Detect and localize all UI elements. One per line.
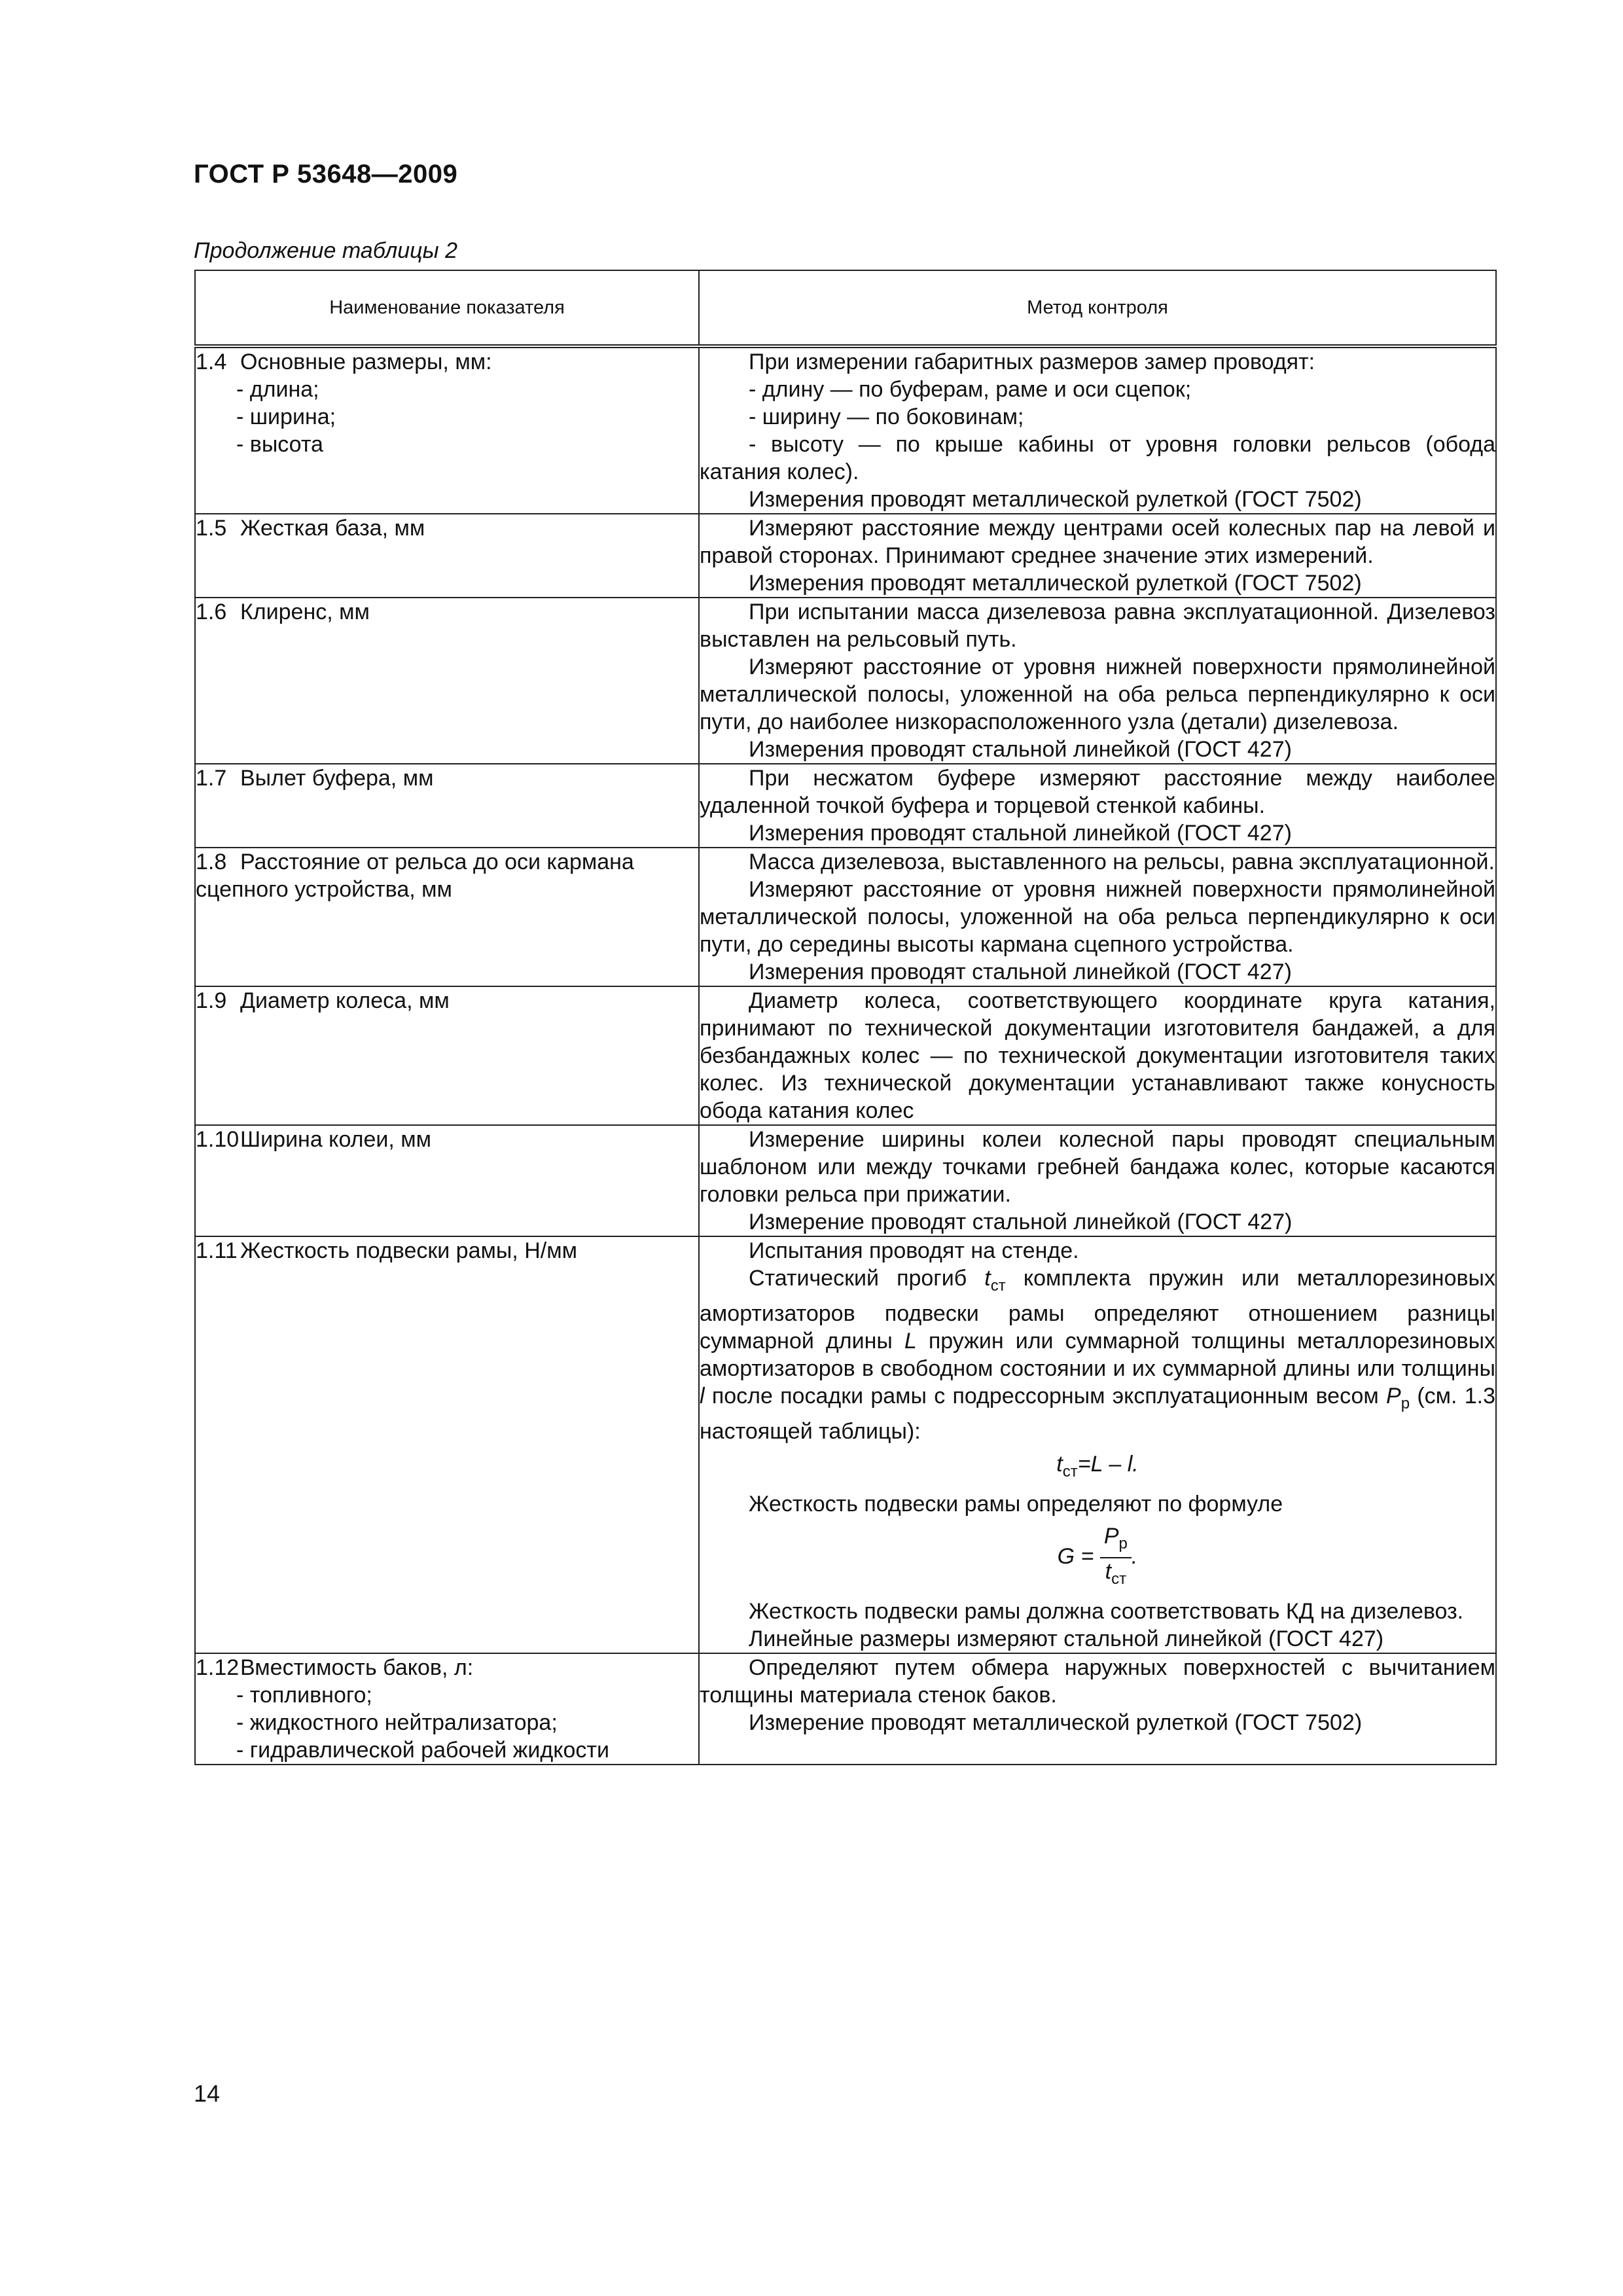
control-methods-table <box>194 270 1497 1765</box>
indicator-subitem: - длина; <box>236 377 319 402</box>
indicator-title <box>196 987 698 1014</box>
indicator-name: Клиренс, мм <box>240 600 370 624</box>
table-caption: Продолжение таблицы 2 <box>194 238 457 263</box>
method-paragraph: Измерение проводят металлической рулеткой (ГОСТ 7502) <box>749 1710 1363 1735</box>
indicator-subitem: - топливного; <box>236 1682 372 1708</box>
symbol-P: P <box>1103 1524 1119 1549</box>
indicator-number: 1.6 <box>196 600 227 624</box>
symbol-P: P <box>1386 1383 1401 1408</box>
fraction <box>1100 1523 1132 1592</box>
indicator-title <box>196 848 698 903</box>
indicator-title <box>196 1126 698 1153</box>
method-paragraph: - ширину — по боковинам; <box>749 404 1024 429</box>
table-row <box>195 514 1496 598</box>
method-paragraph: При измерении габаритных размеров замер проводят: <box>749 350 1315 374</box>
method-paragraph <box>700 1265 1495 1445</box>
symbol-t: t <box>1105 1559 1112 1585</box>
document-code: ГОСТ Р 53648—2009 <box>194 160 458 188</box>
method-cell <box>699 346 1496 514</box>
method-cell <box>699 598 1496 764</box>
method-paragraph: Масса дизелевоза, выставленного на рельсы, равна эксплуатационной. <box>749 850 1495 874</box>
method-paragraph: Измеряют расстояние от уровня нижней поверхности прямолинейной металлической полосы, уложенной на оба рельса перпендикулярно к оси пути, до наиболее низкорасположенного узла (детали) дизелевоза. <box>700 655 1495 734</box>
indicator-title <box>196 598 698 626</box>
method-paragraph: Измерения проводят стальной линейкой (ГОСТ 427) <box>749 821 1292 846</box>
text-run: Статический прогиб <box>749 1266 985 1291</box>
symbol-t: t <box>1056 1451 1063 1477</box>
table-row <box>195 1653 1496 1765</box>
text-run: (см. 1.3 настоящей таблицы): <box>700 1383 1495 1444</box>
symbol-l: l <box>700 1383 705 1408</box>
formula-period: . <box>1131 1544 1138 1570</box>
indicator-title <box>196 1237 698 1265</box>
fraction-denominator <box>1101 1558 1130 1592</box>
indicator-cell <box>195 598 699 764</box>
subscript-st: ст <box>1062 1462 1078 1480</box>
column-header-indicator: Наименование показателя <box>195 270 699 346</box>
indicator-cell <box>195 848 699 986</box>
method-paragraph: Диаметр колеса, соответствующего координате круга катания, принимают по технической документации изготовителя бандажей, а для безбандажных колес — по технической документации изготовителя таких колес. Из технической документации устанавливают также конусность обода катания колес <box>700 988 1495 1123</box>
subscript-st: ст <box>990 1276 1006 1295</box>
table-row <box>195 1236 1496 1653</box>
subscript-st: ст <box>1111 1570 1127 1588</box>
method-paragraph: Измерения проводят металлической рулеткой (ГОСТ 7502) <box>749 571 1362 596</box>
method-paragraph: - длину — по буферам, раме и оси сцепок; <box>749 377 1192 402</box>
symbol-t: t <box>984 1266 991 1291</box>
symbol-G: G = <box>1057 1544 1094 1570</box>
indicator-title <box>196 514 698 542</box>
method-cell <box>699 1125 1496 1236</box>
formula-deflection <box>700 1450 1495 1486</box>
subscript-p: р <box>1400 1394 1410 1412</box>
indicator-cell <box>195 514 699 598</box>
indicator-cell <box>195 986 699 1125</box>
method-cell <box>699 514 1496 598</box>
indicator-name: Расстояние от рельса до оси кармана сцепного устройства, мм <box>196 850 634 902</box>
table-header-row <box>195 270 1496 346</box>
indicator-number: 1.7 <box>196 766 227 791</box>
indicator-cell <box>195 764 699 848</box>
method-cell <box>699 1653 1496 1765</box>
method-cell <box>699 986 1496 1125</box>
method-paragraph: Определяют путем обмера наружных поверхностей с вычитанием толщины материала стенок баков. <box>700 1655 1495 1708</box>
table-row <box>195 848 1496 986</box>
indicator-name: Жесткая база, мм <box>240 516 425 541</box>
indicator-title <box>196 764 698 792</box>
indicator-number: 1.12 <box>196 1655 240 1680</box>
method-paragraph: Жесткость подвески рамы определяют по формуле <box>749 1492 1283 1517</box>
indicator-number: 1.8 <box>196 850 227 874</box>
method-paragraph: Измерения проводят металлической рулеткой (ГОСТ 7502) <box>749 487 1362 512</box>
indicator-subitem: - жидкостного нейтрализатора; <box>236 1710 558 1735</box>
method-paragraph: Измеряют расстояние между центрами осей колесных пар на левой и правой сторонах. Принимают среднее значение этих измерений. <box>700 516 1495 568</box>
method-paragraph: Измерение ширины колеи колесной пары проводят специальным шаблоном или между точками гребней бандажа колес, которые касаются головки рельса при прижатии. <box>700 1127 1495 1207</box>
method-cell <box>699 1236 1496 1653</box>
indicator-name: Вместимость баков, л: <box>240 1655 474 1680</box>
indicator-number: 1.9 <box>196 988 227 1013</box>
table-row <box>195 598 1496 764</box>
indicator-cell <box>195 1236 699 1653</box>
table-body <box>195 346 1496 1765</box>
indicator-subitem: - ширина; <box>236 404 336 429</box>
fraction-numerator <box>1100 1523 1132 1558</box>
table-row <box>195 986 1496 1125</box>
indicator-cell <box>195 1125 699 1236</box>
indicator-cell <box>195 1653 699 1765</box>
indicator-subitem: - гидравлической рабочей жидкости <box>236 1737 609 1763</box>
column-header-method: Метод контроля <box>699 270 1496 346</box>
method-paragraph: Линейные размеры измеряют стальной линейкой (ГОСТ 427) <box>749 1626 1384 1651</box>
text-run: комплекта пружин или металлорезиновых амортизаторов подвески рамы определяют отношением разницы суммарной длины <box>700 1266 1495 1354</box>
indicator-title <box>196 348 698 376</box>
indicator-name: Диаметр колеса, мм <box>240 988 450 1013</box>
table-row <box>195 1125 1496 1236</box>
text-run: пружин или суммарной толщины металлорезиновых амортизаторов в свободном состоянии и их суммарной длины или толщины <box>700 1328 1496 1381</box>
method-cell <box>699 848 1496 986</box>
subscript-p: р <box>1118 1535 1128 1553</box>
indicator-name: Вылет буфера, мм <box>240 766 434 791</box>
formula-rhs: =L – l. <box>1077 1451 1139 1477</box>
method-paragraph: - высоту — по крыше кабины от уровня головки рельсов (обода катания колес). <box>700 432 1495 484</box>
indicator-number: 1.11 <box>196 1238 238 1263</box>
text-run: после посадки рамы с подрессорным эксплуатационным весом <box>704 1383 1387 1408</box>
indicator-name: Ширина колеи, мм <box>240 1127 431 1152</box>
indicator-name: Жесткость подвески рамы, Н/мм <box>240 1238 577 1263</box>
method-cell <box>699 764 1496 848</box>
method-paragraph: Измеряют расстояние от уровня нижней поверхности прямолинейной металлической полосы, уложенной на оба рельса перпендикулярно к оси пути, до середины высоты кармана сцепного устройства. <box>700 877 1495 957</box>
method-paragraph: Измерения проводят стальной линейкой (ГОСТ 427) <box>749 960 1292 984</box>
indicator-number: 1.4 <box>196 350 227 374</box>
table-row <box>195 764 1496 848</box>
method-paragraph: Жесткость подвески рамы должна соответствовать КД на дизелевоз. <box>749 1598 1464 1624</box>
indicator-cell <box>195 346 699 514</box>
symbol-L: L <box>904 1328 917 1354</box>
indicator-number: 1.10 <box>196 1127 240 1152</box>
method-paragraph: При несжатом буфере измеряют расстояние между наиболее удаленной точкой буфера и торцевой стенкой кабины. <box>700 766 1495 818</box>
method-paragraph: Измерения проводят стальной линейкой (ГОСТ 427) <box>749 737 1292 762</box>
method-paragraph: Измерение проводят стальной линейкой (ГОСТ 427) <box>749 1210 1293 1234</box>
page-number: 14 <box>194 2080 221 2107</box>
method-paragraph: Испытания проводят на стенде. <box>749 1238 1079 1263</box>
method-paragraph: При испытании масса дизелевоза равна эксплуатационной. Дизелевоз выставлен на рельсовый путь. <box>700 600 1495 652</box>
indicator-number: 1.5 <box>196 516 227 541</box>
indicator-subitem: - высота <box>236 432 323 457</box>
formula-stiffness <box>700 1523 1495 1592</box>
indicator-title <box>196 1654 698 1681</box>
table-row <box>195 346 1496 514</box>
indicator-name: Основные размеры, мм: <box>240 350 492 374</box>
